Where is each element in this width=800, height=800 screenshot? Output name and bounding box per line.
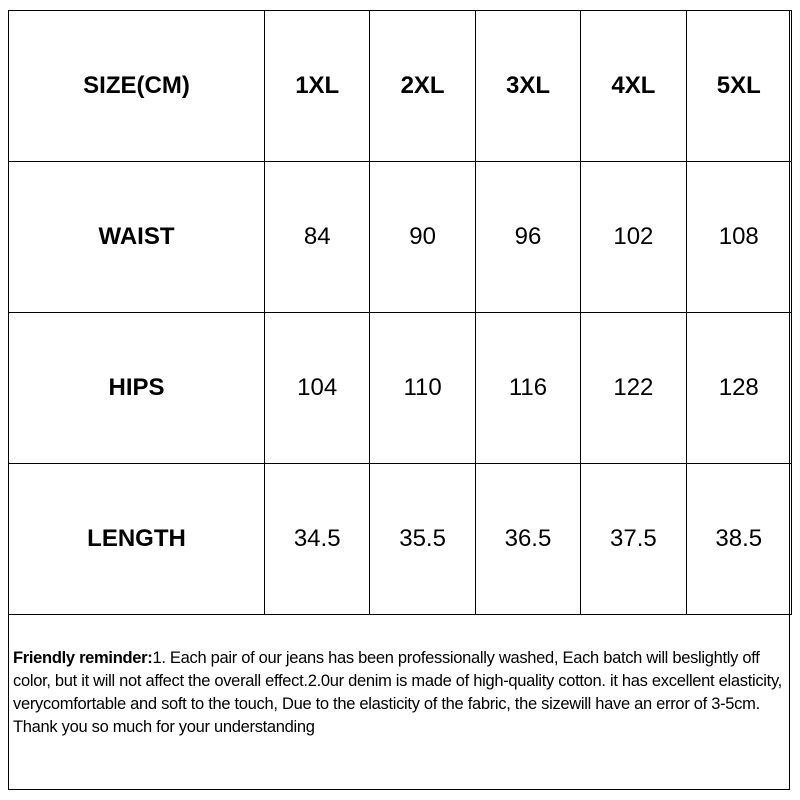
- reminder-body: 1. Each pair of our jeans has been professionally washed, Each batch will beslightly off color, but it will not affect the overall effect.2.0ur denim is made of high-quality cotton. it has excellent elasticity, verycomfortable and soft to the touch, Due to the elasticity of the fabric, the sizewill have an error of 3-5cm.: [13, 649, 782, 713]
- thank-you-text: Thank you so much for your understanding: [13, 718, 315, 736]
- table-cell: 122: [581, 313, 686, 464]
- table-header-row: [9, 11, 792, 162]
- table-cell: 116: [475, 313, 580, 464]
- header-size-label: SIZE(CM): [9, 11, 265, 162]
- header-size-3xl: 3XL: [475, 11, 580, 162]
- table-cell: 37.5: [581, 464, 686, 615]
- header-size-1xl: 1XL: [265, 11, 370, 162]
- header-size-4xl: 4XL: [581, 11, 686, 162]
- table-cell: 104: [265, 313, 370, 464]
- table-cell: 96: [475, 162, 580, 313]
- table-cell: 128: [686, 313, 791, 464]
- table-row-waist: [9, 162, 792, 313]
- row-label-length: LENGTH: [9, 464, 265, 615]
- header-size-2xl: 2XL: [370, 11, 475, 162]
- table-cell: 34.5: [265, 464, 370, 615]
- table-row-length: [9, 464, 792, 615]
- size-chart-table: [8, 10, 792, 615]
- row-label-waist: WAIST: [9, 162, 265, 313]
- friendly-reminder-note: [13, 647, 783, 739]
- table-cell: 110: [370, 313, 475, 464]
- header-size-5xl: 5XL: [686, 11, 791, 162]
- table-cell: 90: [370, 162, 475, 313]
- reminder-label: Friendly reminder:: [13, 649, 153, 667]
- table-cell: 38.5: [686, 464, 791, 615]
- table-cell: 36.5: [475, 464, 580, 615]
- table-row-hips: [9, 313, 792, 464]
- table-cell: 84: [265, 162, 370, 313]
- table-cell: 108: [686, 162, 791, 313]
- table-cell: 102: [581, 162, 686, 313]
- row-label-hips: HIPS: [9, 313, 265, 464]
- table-cell: 35.5: [370, 464, 475, 615]
